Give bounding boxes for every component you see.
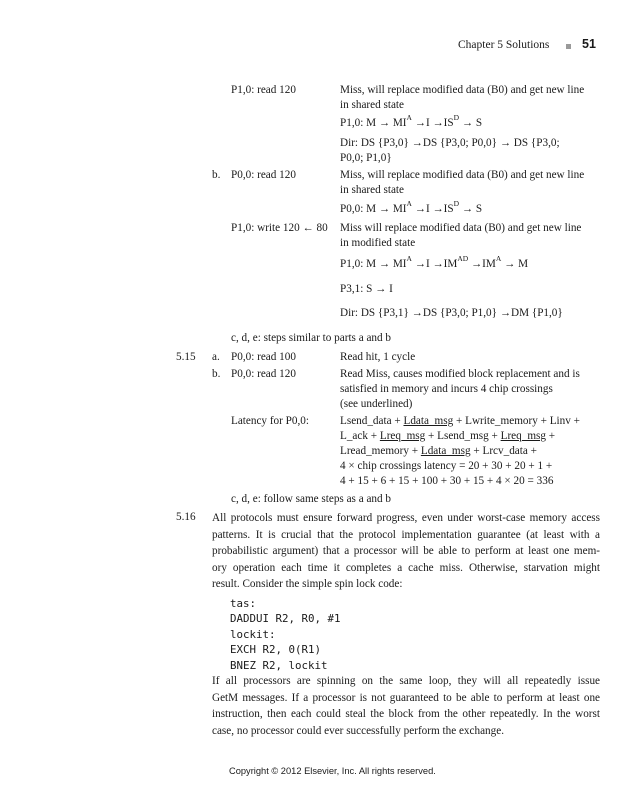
latency-line: Lread_memory + Ldata_msg + Lrcv_data + bbox=[340, 445, 537, 457]
directory-state: Dir: DS {P3,1} →DS {P3,0; P1,0} →DM {P1,0} bbox=[340, 307, 563, 319]
arrow-right-icon: → bbox=[375, 283, 387, 295]
desc-line: in modified state bbox=[340, 237, 416, 249]
arrow-right-icon: → bbox=[432, 258, 444, 270]
arrow-right-icon: → bbox=[461, 203, 474, 215]
code-line: DADDUI R2, R0, #1 bbox=[230, 612, 341, 626]
desc-line: Read Miss, causes modified block replacement and is bbox=[340, 368, 580, 380]
directory-state-cont: P0,0; P1,0} bbox=[340, 152, 392, 164]
arrow-right-icon: → bbox=[414, 203, 426, 215]
directory-state: Dir: DS {P3,0} →DS {P3,0; P0,0} → DS {P3,0; bbox=[340, 137, 560, 149]
running-header: Chapter 5 Solutions bbox=[458, 39, 550, 51]
state-transition: P1,0: $M \to MI^A \to I \to IM^{AD} \to IM^A \to M$ bbox=[340, 254, 529, 270]
state-transition: P1,0: $M \to MI^A \to I \to IS^D \to S$ bbox=[340, 113, 483, 129]
code-line: BNEZ R2, lockit bbox=[230, 658, 328, 672]
item-label-b: b. bbox=[212, 368, 221, 380]
paragraph-2 bbox=[212, 673, 600, 739]
paragraph-1 bbox=[212, 510, 600, 593]
code-block bbox=[230, 596, 341, 673]
arrow-right-icon: → bbox=[432, 117, 444, 129]
paragraph-line: instruction, then each could steal the block from the other repeatedly. In the worst bbox=[212, 708, 600, 720]
exercise-number: 5.15 bbox=[176, 351, 196, 363]
note-line: c, d, e: follow same steps as a and b bbox=[231, 493, 392, 505]
item-label-a: a. bbox=[212, 351, 220, 363]
arrow-right-icon: → bbox=[411, 137, 423, 149]
paragraph-line: probabilistic argument) that a processor will be able to perform at least one mem- bbox=[212, 545, 600, 557]
arrow-left-icon: ← bbox=[302, 222, 314, 234]
arrow-right-icon: → bbox=[432, 203, 444, 215]
latency-line: 4 + 15 + 6 + 15 + 100 + 30 + 15 + 4 × 20 = 336 bbox=[340, 475, 554, 487]
desc-line: Miss will replace modified data (B0) and get new line bbox=[340, 222, 582, 234]
desc-line: satisfied in memory and incurs 4 chip crossings bbox=[340, 383, 553, 395]
latency-line: L_ack + Lreq_msg + Lsend_msg + Lreq_msg + bbox=[340, 430, 556, 442]
paragraph-line: If all processors are spinning on the same loop, they will all repeatedly issue bbox=[212, 675, 600, 687]
arrow-right-icon: → bbox=[378, 258, 391, 270]
paragraph-line: patterns. It is crucial that the protocol implementation guarantee (at least with a bbox=[212, 528, 600, 541]
op-p10-read: P1,0: read 120 bbox=[231, 84, 296, 96]
item-label-b: b. bbox=[212, 169, 221, 181]
arrow-right-icon: → bbox=[499, 137, 511, 149]
code-line: EXCH R2, 0(R1) bbox=[230, 643, 322, 657]
arrow-right-icon: → bbox=[499, 307, 511, 319]
op-p10-write: P1,0: write 120 ← 80 bbox=[231, 222, 328, 234]
header-square-icon bbox=[566, 44, 571, 49]
desc-line: Miss, will replace modified data (B0) and get new line bbox=[340, 169, 585, 181]
exercise-number: 5.16 bbox=[176, 511, 196, 523]
desc-line: in shared state bbox=[340, 184, 404, 196]
code-line: tas: bbox=[230, 597, 257, 610]
paragraph-line: GetM messages. If a processor is not guaranteed to be able to perform at least one bbox=[212, 691, 600, 704]
page-number: 51 bbox=[582, 37, 596, 51]
arrow-right-icon: → bbox=[470, 258, 483, 270]
desc-line: in shared state bbox=[340, 99, 404, 111]
arrow-right-icon: → bbox=[411, 307, 423, 319]
arrow-right-icon: → bbox=[414, 258, 426, 270]
paragraph-line: case, no processor could ever successfully perform the exchange. bbox=[212, 724, 505, 737]
state-transition: P3,1: S → I bbox=[340, 283, 393, 295]
op-p00-read: P0,0: read 120 bbox=[231, 169, 296, 181]
paragraph-line: All protocols must ensure forward progress, even under worst-case memory access bbox=[212, 512, 600, 524]
latency-line: Lsend_data + Ldata_msg + Lwrite_memory + Linv + bbox=[340, 415, 580, 427]
copyright-footer: Copyright © 2012 Elsevier, Inc. All rights reserved. bbox=[229, 766, 436, 776]
arrow-right-icon: → bbox=[378, 203, 391, 215]
arrow-right-icon: → bbox=[378, 117, 391, 129]
state-transition: P0,0: $M \to MI^A \to I \to IS^D \to S$ bbox=[340, 199, 483, 215]
latency-label: Latency for P0,0: bbox=[231, 415, 309, 427]
arrow-right-icon: → bbox=[414, 117, 426, 129]
desc-line: Read hit, 1 cycle bbox=[340, 351, 416, 363]
code-line: lockit: bbox=[230, 627, 276, 641]
paragraph-line: result. Consider the simple spin lock code: bbox=[212, 578, 403, 590]
op-p00-read: P0,0: read 100 bbox=[231, 351, 296, 363]
arrow-right-icon: → bbox=[504, 258, 516, 270]
note-line: c, d, e: steps similar to parts a and b bbox=[231, 332, 392, 344]
op-p00-read: P0,0: read 120 bbox=[231, 368, 296, 380]
latency-line: 4 × chip crossings latency = 20 + 30 + 20 + 1 + bbox=[340, 460, 553, 472]
paragraph-line: ory operation each time it completes a cache miss. Otherwise, starvation might bbox=[212, 561, 600, 574]
desc-line: Miss, will replace modified data (B0) and get new line bbox=[340, 84, 585, 96]
arrow-right-icon: → bbox=[461, 117, 474, 129]
desc-line: (see underlined) bbox=[340, 398, 413, 410]
